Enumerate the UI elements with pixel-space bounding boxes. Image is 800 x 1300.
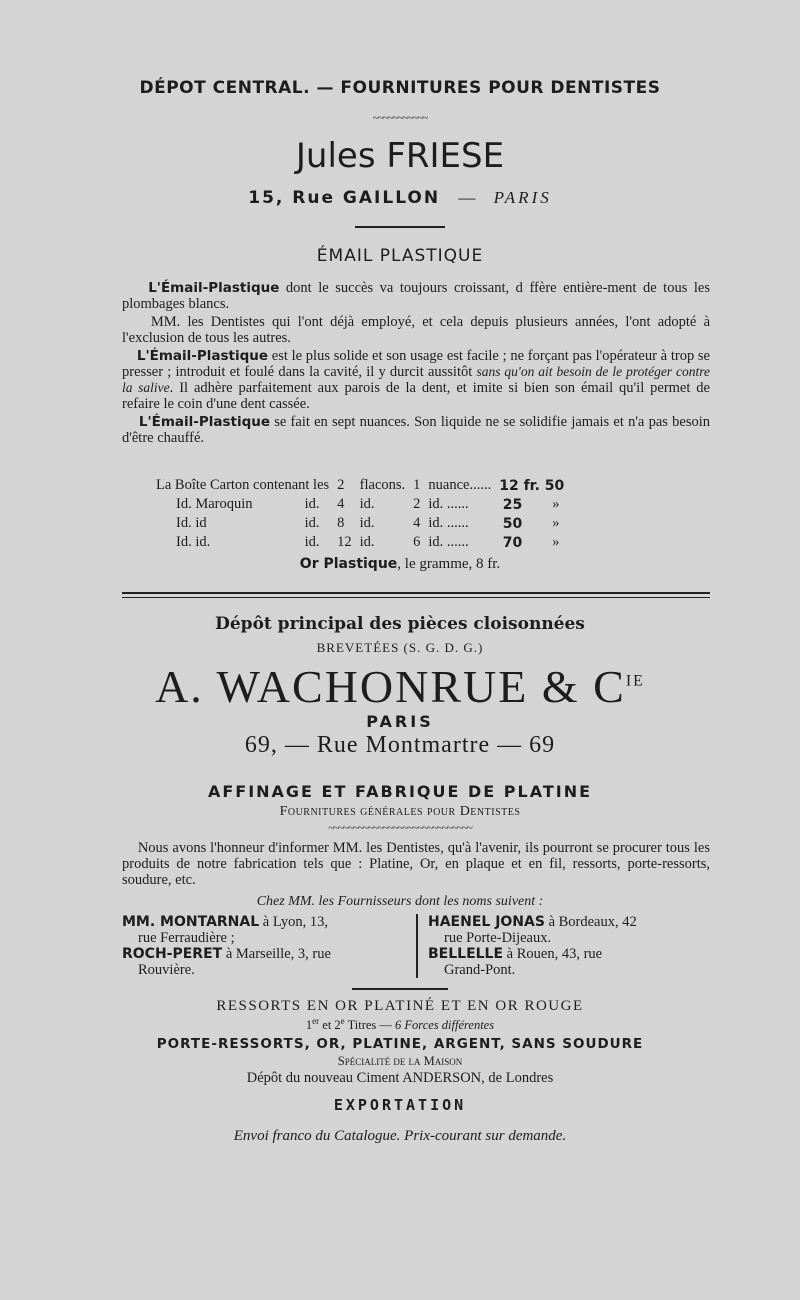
friese-city: PARIS	[493, 188, 552, 207]
paragraph-text: se fait en sept nuances. Son liquide ne se solidifie jamais et n'a pas besoin d'être chauffé.	[122, 414, 710, 446]
price-cell: 4	[337, 496, 345, 512]
specialite-line: Spécialité de la Maison	[337, 1054, 463, 1068]
titre-sup: er	[312, 1016, 320, 1026]
or-plastique-label: Or Plastique	[299, 556, 398, 572]
company-name-wachonrue	[0, 660, 800, 713]
price-cell: nuance......	[428, 477, 492, 493]
price-cell: flacons.	[359, 477, 406, 493]
address-separator: —	[458, 188, 476, 207]
price-cell: Id. id	[176, 515, 207, 531]
or-plastique-line	[0, 556, 800, 573]
exportation-title: EXPORTATION	[333, 1096, 467, 1114]
paragraph	[122, 348, 710, 412]
porte-ressorts-line: PORTE-RESSORTS, OR, PLATINE, ARGENT, SANS SOUDURE	[156, 1036, 644, 1052]
supplier-address-line: rue Ferraudière ;	[138, 930, 235, 946]
paragraph	[122, 280, 710, 312]
ressorts-line: RESSORTS EN OR PLATINÉ ET EN OR ROUGE	[216, 998, 584, 1014]
price-row	[152, 533, 568, 552]
titres-line	[0, 1016, 800, 1033]
supplier-address: à Bordeaux, 42	[544, 914, 637, 930]
price-cell: id.	[304, 534, 320, 550]
paragraph	[122, 840, 710, 888]
or-plastique-price: , le gramme, 8 fr.	[397, 556, 501, 572]
supplier-address: à Marseille, 3, rue	[222, 946, 331, 962]
price-cell: id. ......	[428, 496, 469, 512]
suppliers-left	[122, 914, 412, 978]
price-cell: 8	[337, 515, 345, 531]
email-plastique-text	[122, 280, 710, 448]
titre-number: 1	[305, 1018, 313, 1033]
price-mark: »	[552, 515, 560, 531]
price-row	[152, 514, 568, 533]
italic-phrase: sans qu'on ait besoin de le protéger contre la salive	[122, 364, 711, 395]
price-cell: Id. Maroquin	[176, 496, 253, 512]
supplier-address-line: Rouvière.	[138, 962, 195, 978]
price-cell: 2	[413, 496, 421, 512]
price-cell: 1	[413, 477, 421, 493]
supplier-name: MM. MONTARNAL	[122, 914, 260, 930]
supplier-entry	[428, 946, 713, 962]
price-value: 70	[502, 534, 523, 551]
email-plastique-title: ÉMAIL PLASTIQUE	[316, 246, 484, 266]
price-cell: 4	[413, 515, 421, 531]
price-cell: id.	[359, 496, 375, 512]
bold-lead: L'Émail-Plastique	[138, 414, 271, 430]
friese-address	[0, 188, 800, 208]
paragraph-text: Nous avons l'honneur d'informer MM. les Dentistes, qu'à l'avenir, ils pourront se procurer tous les produits de notre fabrication tels que : Platine, Or, en plaque et en fil, ressorts, porte-ressorts, soudure, etc.	[122, 840, 710, 888]
price-table	[152, 476, 568, 552]
ciment-line: Dépôt du nouveau Ciment ANDERSON, de Londres	[246, 1070, 554, 1086]
depot-central-title: DÉPOT CENTRAL. — FOURNITURES POUR DENTISTES	[139, 78, 661, 98]
ornament-middle: ~~~~~~~~~~~~~~~~~~~~~~~~~~~~~	[328, 822, 472, 834]
price-cell: Id. id.	[176, 534, 211, 550]
bold-lead: L'Émail-Plastique	[136, 348, 269, 364]
fournitures-line: Fournitures générales pour Dentistes	[279, 804, 521, 819]
wachonrue-city: PARIS	[366, 712, 434, 731]
price-cell: 2	[337, 477, 345, 493]
ornament-top: ~~~~~~~~~~~	[372, 112, 428, 124]
price-value: 50	[502, 515, 523, 532]
section-divider-top	[122, 592, 710, 594]
brevetees-line: BREVETÉES (S. G. D. G.)	[316, 640, 484, 655]
wachonrue-street: 69, — Rue Montmartre — 69	[244, 732, 556, 758]
supplier-address-line: rue Porte-Dijeaux.	[444, 930, 552, 946]
titre-sup: e	[340, 1016, 345, 1026]
price-row	[152, 495, 568, 514]
paragraph-text: dont le succès va toujours croissant, d ffère entière-ment de tous les plombages blancs.	[122, 280, 711, 312]
supplier-entry	[122, 946, 412, 962]
titre-text: et 2	[319, 1018, 341, 1033]
supplier-address: à Lyon, 13,	[259, 914, 329, 930]
supplier-address: à Rouen, 43, rue	[503, 946, 603, 962]
price-cell: id. ......	[428, 515, 469, 531]
paragraph	[122, 314, 710, 346]
short-divider	[355, 226, 445, 228]
paragraph-text: . Il adhère parfaitement aux parois de la dent, et imite si bien son émail qu'il permet de refaire le coin d'une dent cassée.	[122, 380, 710, 412]
supplier-column-divider	[416, 914, 418, 978]
forces-text: 6 Forces différentes	[395, 1018, 495, 1033]
price-cell: id.	[304, 515, 320, 531]
titre-text: Titres —	[344, 1018, 396, 1033]
company-name-friese: Jules FRIESE	[295, 136, 505, 176]
paragraph-text: MM. les Dentistes qui l'ont déjà employé, et cela depuis plusieurs années, l'ont adopté à l'exclusion de tous les autres.	[122, 314, 711, 346]
company-suffix: IE	[625, 672, 645, 690]
paragraph-text: est le plus solide et son usage est facile ; ne forçant pas l'opérateur à trop se presser ; introduit et foulé dans la cavité, il y durcit aussitôt	[122, 348, 710, 380]
price-value: 25	[502, 496, 523, 513]
friese-street: 15, Rue GAILLON	[248, 188, 441, 208]
bold-lead: L'Émail-Plastique	[148, 280, 280, 296]
section-divider-bottom	[122, 597, 710, 598]
supplier-name: BELLELLE	[428, 946, 504, 962]
price-cell: 12	[337, 534, 352, 550]
affinage-title: AFFINAGE ET FABRIQUE DE PLATINE	[207, 782, 593, 801]
short-divider-lower	[352, 988, 448, 990]
price-value: 12 fr. 50	[499, 477, 565, 494]
price-mark: »	[552, 496, 560, 512]
price-cell: 6	[413, 534, 421, 550]
supplier-entry	[122, 914, 412, 930]
price-cell: id.	[304, 496, 320, 512]
company-name-text: A. WACHONRUE & C	[155, 661, 626, 712]
supplier-entry	[428, 914, 713, 930]
envoi-line: Envoi franco du Catalogue. Prix-courant sur demande.	[233, 1128, 567, 1144]
price-cell: id.	[359, 534, 375, 550]
chez-line: Chez MM. les Fournisseurs dont les noms suivent :	[256, 894, 544, 909]
paragraph	[122, 414, 710, 446]
depot-principal-line: Dépôt principal des pièces cloisonnées	[215, 614, 585, 634]
wachonrue-intro	[122, 840, 710, 890]
supplier-name: HAENEL JONAS	[428, 914, 545, 930]
price-cell: id.	[359, 515, 375, 531]
price-mark: »	[552, 534, 560, 550]
price-row	[152, 476, 568, 495]
price-cell: La Boîte Carton contenant les	[156, 477, 330, 493]
supplier-name: ROCH-PERET	[122, 946, 223, 962]
supplier-address-line: Grand-Pont.	[444, 962, 516, 978]
suppliers-right	[428, 914, 713, 978]
price-cell: id. ......	[428, 534, 469, 550]
